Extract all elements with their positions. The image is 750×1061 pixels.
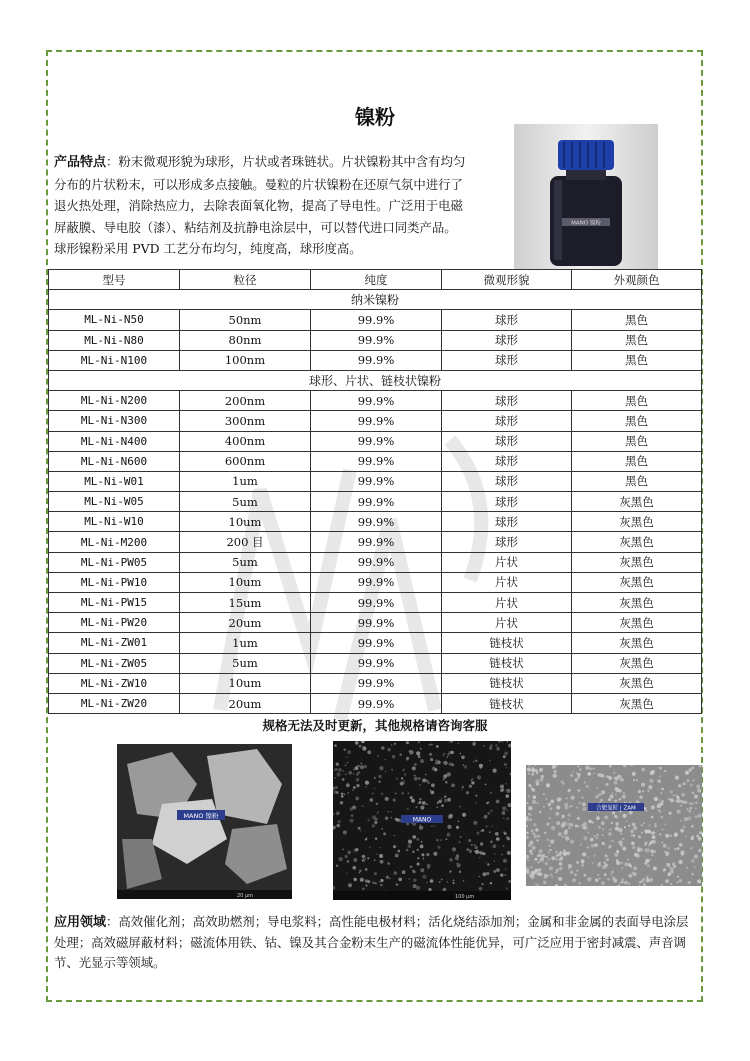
table-row <box>49 471 702 491</box>
cell-size: 100nm <box>180 350 311 370</box>
cell-size: 15um <box>180 593 311 613</box>
table-row <box>49 431 702 451</box>
cell-color: 黑色 <box>572 310 702 330</box>
table-row <box>49 350 702 370</box>
cell-model: ML-Ni-N200 <box>49 391 180 411</box>
cell-model: ML-Ni-ZW05 <box>49 653 180 673</box>
cell-purity: 99.9% <box>311 451 442 471</box>
cell-purity: 99.9% <box>311 552 442 572</box>
cell-morphology: 链枝状 <box>442 653 572 673</box>
table-row <box>49 411 702 431</box>
cell-size: 20um <box>180 693 311 713</box>
table-row <box>49 330 702 350</box>
cell-model: ML-Ni-W10 <box>49 512 180 532</box>
cell-purity: 99.9% <box>311 350 442 370</box>
applications-text: ：高效催化剂；高效助燃剂；导电浆料；高性能电极材料；活化烧结添加剂；金属和非金属的表面导电涂层处理；高效磁屏蔽材料；磁流体用铁、钴、镍及其合金粉末生产的磁流体性能优异，可广泛应用于密封减震、声音调节、光显示等领域。 <box>54 914 689 970</box>
header-model: 型号 <box>49 270 180 290</box>
cell-color: 黑色 <box>572 431 702 451</box>
cell-color: 灰黑色 <box>572 653 702 673</box>
cell-morphology: 球形 <box>442 411 572 431</box>
header-color: 外观颜色 <box>572 270 702 290</box>
cell-color: 灰黑色 <box>572 572 702 592</box>
table-row <box>49 451 702 471</box>
cell-color: 灰黑色 <box>572 492 702 512</box>
cell-morphology: 链枝状 <box>442 693 572 713</box>
table-row <box>49 653 702 673</box>
cell-purity: 99.9% <box>311 512 442 532</box>
page-title: 镍粉 <box>355 105 395 129</box>
sem-image-spherical <box>526 765 702 886</box>
cell-size: 10um <box>180 673 311 693</box>
update-notice: 规格无法及时更新，其他规格请咨询客服 <box>262 718 488 733</box>
cell-purity: 99.9% <box>311 532 442 552</box>
table-row <box>49 532 702 552</box>
bottle-illustration <box>514 124 658 269</box>
cell-size: 50nm <box>180 310 311 330</box>
cell-morphology: 片状 <box>442 613 572 633</box>
cell-model: ML-Ni-N80 <box>49 330 180 350</box>
cell-color: 灰黑色 <box>572 693 702 713</box>
cell-purity: 99.9% <box>311 653 442 673</box>
cell-morphology: 球形 <box>442 330 572 350</box>
cell-morphology: 球形 <box>442 451 572 471</box>
cell-purity: 99.9% <box>311 572 442 592</box>
cell-color: 黑色 <box>572 471 702 491</box>
cell-model: ML-Ni-PW10 <box>49 572 180 592</box>
cell-size: 600nm <box>180 451 311 471</box>
cell-purity: 99.9% <box>311 633 442 653</box>
cell-morphology: 球形 <box>442 512 572 532</box>
cell-morphology: 球形 <box>442 492 572 512</box>
bottle-label: MANO 镍粉 <box>571 220 601 227</box>
table-row <box>49 552 702 572</box>
cell-size: 20um <box>180 613 311 633</box>
product-bottle-photo <box>514 124 658 269</box>
cell-size: 10um <box>180 512 311 532</box>
product-features <box>54 151 469 260</box>
cell-size: 10um <box>180 572 311 592</box>
sem-label-2: MANO <box>412 816 432 824</box>
sem-image-flakes <box>117 744 292 899</box>
cell-morphology: 链枝状 <box>442 633 572 653</box>
cell-color: 黑色 <box>572 350 702 370</box>
cell-purity: 99.9% <box>311 673 442 693</box>
table-body <box>49 290 702 714</box>
cell-model: ML-Ni-N600 <box>49 451 180 471</box>
sem-label-1: MANO 镍粉 <box>183 812 219 820</box>
cell-color: 黑色 <box>572 391 702 411</box>
table-row <box>49 512 702 532</box>
table-row <box>49 633 702 653</box>
cell-purity: 99.9% <box>311 471 442 491</box>
cell-color: 灰黑色 <box>572 593 702 613</box>
cell-size: 5um <box>180 552 311 572</box>
table-row <box>49 673 702 693</box>
cell-model: ML-Ni-N300 <box>49 411 180 431</box>
table-header-row <box>49 270 702 290</box>
group-title: 纳米镍粉 <box>49 290 702 310</box>
cell-model: ML-Ni-PW15 <box>49 593 180 613</box>
spec-table <box>48 269 702 714</box>
cell-morphology: 球形 <box>442 532 572 552</box>
sem-scale-2: 100 µm <box>455 894 475 900</box>
applications <box>54 912 694 973</box>
table-row <box>49 593 702 613</box>
cell-purity: 99.9% <box>311 411 442 431</box>
table-group-row <box>49 370 702 390</box>
cell-purity: 99.9% <box>311 593 442 613</box>
cell-morphology: 球形 <box>442 391 572 411</box>
cell-size: 400nm <box>180 431 311 451</box>
cell-purity: 99.9% <box>311 330 442 350</box>
features-text: ：粉末微观形貌为球形，片状或者珠链状。片状镍粉其中含有均匀分布的片状粉末，可以形成多点接触。曼粒的片状镍粉在还原气氛中进行了退火热处理，消除热应力，去除表面氧化物，提高了导电性。广泛用于电磁屏蔽膜、导电胶（漆）、粘结剂及抗静电涂层中，可以替代进口同类产品。球形镍粉采用 PVD 工艺分布均匀，纯度高，球形度高。 <box>54 154 466 256</box>
cell-model: ML-Ni-N100 <box>49 350 180 370</box>
cell-model: ML-Ni-N50 <box>49 310 180 330</box>
cell-model: ML-Ni-N400 <box>49 431 180 451</box>
cell-size: 1um <box>180 633 311 653</box>
cell-color: 灰黑色 <box>572 532 702 552</box>
cell-size: 200nm <box>180 391 311 411</box>
cell-color: 灰黑色 <box>572 673 702 693</box>
cell-model: ML-Ni-M200 <box>49 532 180 552</box>
cell-morphology: 球形 <box>442 310 572 330</box>
cell-model: ML-Ni-ZW01 <box>49 633 180 653</box>
cell-color: 灰黑色 <box>572 552 702 572</box>
cell-morphology: 链枝状 <box>442 673 572 693</box>
cell-color: 灰黑色 <box>572 613 702 633</box>
cell-size: 5um <box>180 653 311 673</box>
sem-label-3: 合肥曼粒 | ZAM <box>596 805 636 812</box>
cell-morphology: 球形 <box>442 350 572 370</box>
cell-color: 灰黑色 <box>572 633 702 653</box>
cell-purity: 99.9% <box>311 391 442 411</box>
cell-model: ML-Ni-W01 <box>49 471 180 491</box>
table-group-row <box>49 290 702 310</box>
sem-scale-1: 20 µm <box>237 893 254 899</box>
table-row <box>49 310 702 330</box>
cell-purity: 99.9% <box>311 310 442 330</box>
cell-color: 黑色 <box>572 451 702 471</box>
cell-size: 1um <box>180 471 311 491</box>
cell-model: ML-Ni-ZW20 <box>49 693 180 713</box>
cell-purity: 99.9% <box>311 492 442 512</box>
cell-morphology: 片状 <box>442 593 572 613</box>
header-morphology: 微观形貌 <box>442 270 572 290</box>
cell-model: ML-Ni-PW20 <box>49 613 180 633</box>
cell-size: 80nm <box>180 330 311 350</box>
cell-purity: 99.9% <box>311 431 442 451</box>
cell-color: 黑色 <box>572 411 702 431</box>
cell-morphology: 片状 <box>442 572 572 592</box>
cell-morphology: 球形 <box>442 431 572 451</box>
features-label: 产品特点 <box>54 155 107 170</box>
cell-color: 灰黑色 <box>572 512 702 532</box>
cell-size: 5um <box>180 492 311 512</box>
table-row <box>49 572 702 592</box>
table-row <box>49 391 702 411</box>
cell-size: 300nm <box>180 411 311 431</box>
table-row <box>49 613 702 633</box>
header-size: 粒径 <box>180 270 311 290</box>
sem-image-dendritic <box>333 741 511 900</box>
cell-model: ML-Ni-PW05 <box>49 552 180 572</box>
cell-purity: 99.9% <box>311 613 442 633</box>
cell-purity: 99.9% <box>311 693 442 713</box>
table-row <box>49 492 702 512</box>
header-purity: 纯度 <box>311 270 442 290</box>
applications-label: 应用领域 <box>54 915 107 930</box>
cell-morphology: 片状 <box>442 552 572 572</box>
cell-model: ML-Ni-W05 <box>49 492 180 512</box>
cell-morphology: 球形 <box>442 471 572 491</box>
table-row <box>49 693 702 713</box>
group-title: 球形、片状、链枝状镍粉 <box>49 370 702 390</box>
cell-model: ML-Ni-ZW10 <box>49 673 180 693</box>
cell-color: 黑色 <box>572 330 702 350</box>
cell-size: 200 目 <box>180 532 311 552</box>
